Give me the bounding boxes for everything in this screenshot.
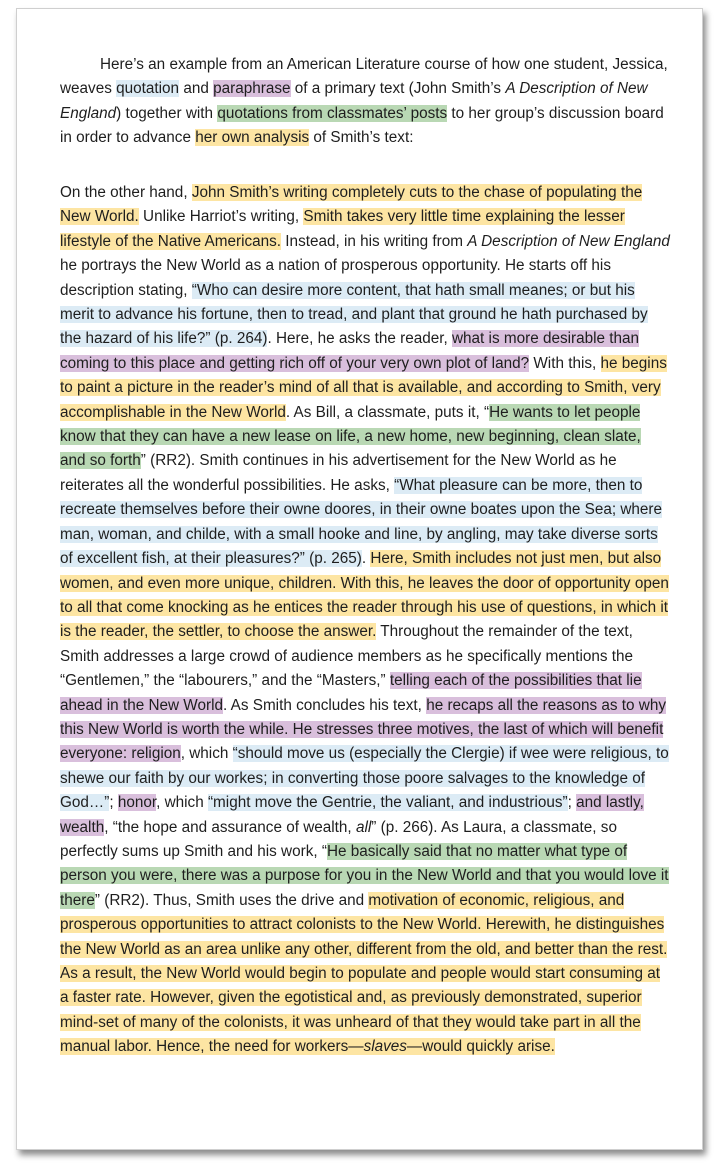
analysis-highlight: Smith takes very little time explaining the lesser lifestyle of the Native Americans.: [60, 208, 625, 250]
intro-text: Here’s an example from an American Literature course of how one student, Jessica, weaves: [60, 56, 668, 98]
analysis-highlight: —would quickly arise.: [406, 1038, 555, 1056]
essay-text: . As Smith concludes his text,: [222, 696, 427, 714]
document-page: [16, 8, 703, 1150]
classmate-quote-highlight: He basically said that no matter what type of person you were, there was a purpose for you in the New World and that you would love it there: [60, 842, 669, 909]
italic-word: slaves: [363, 1038, 407, 1056]
essay-text: , which: [180, 745, 233, 763]
essay-text: Unlike Harriot’s writing,: [138, 208, 304, 226]
key-own-analysis: her own analysis: [195, 129, 310, 147]
paraphrase-highlight: and lastly, wealth: [60, 794, 644, 836]
essay-text: , which: [156, 794, 208, 812]
book-title: A Description of New England: [60, 80, 648, 122]
paraphrase-highlight: what is more desirable than coming to this place and getting rich off of your very own plot of land?: [60, 330, 640, 372]
analysis-highlight: Here, Smith includes not just men, but also women, and even more unique, children. With this, he leaves the door of opportunity open to all that come knocking as he entices the reader through his use of questions, in which it is the reader, the settler, to choose the answer.: [60, 550, 669, 641]
intro-text: and: [179, 80, 214, 98]
book-title: A Description of New England: [467, 232, 670, 250]
italic-word: all: [355, 818, 372, 836]
essay-text: . Here, he asks the reader,: [267, 330, 452, 348]
essay-text: he portrays the New World as a nation of prosperous opportunity. He starts off his description stating,: [60, 257, 611, 299]
essay-text: ;: [567, 794, 577, 812]
key-paraphrase: paraphrase: [213, 80, 291, 98]
essay-text: ” (RR2). Thus, Smith uses the drive and: [94, 891, 369, 909]
essay-text: ;: [109, 794, 118, 812]
essay-text: . As Bill, a classmate, puts it, “: [285, 403, 490, 421]
essay-text: ” (p. 266). As Laura, a classmate, so perfectly sums up Smith and his work, “: [60, 818, 617, 860]
analysis-highlight: John Smith’s writing completely cuts to the chase of populating the New World.: [60, 184, 643, 226]
essay-text: ” (RR2). Smith continues in his advertisement for the New World as he reiterates all the wonderful possibilities. He asks,: [60, 452, 617, 494]
intro-text: of Smith’s text:: [309, 129, 414, 147]
analysis-highlight: he begins to paint a picture in the reader’s mind of all that is available, and according to Smith, very accomplishable in the New World: [60, 354, 667, 421]
essay-text: Throughout the remainder of the text, Smith addresses a large crowd of audience members as he specifically mentions the “Gentlemen,” the “labourers,” and the “Masters,”: [60, 623, 634, 690]
intro-text: ) together with: [116, 104, 218, 122]
analysis-highlight: motivation of economic, religious, and prosperous opportunities to attract colonists to the New World. Herewith, he distinguishes the New World as an area unlike any other, different from the old, and better than the rest. As a result, the New World would begin to populate and people would start consuming at a faster rate. However, given the egotistical and, as previously demonstrated, superior mind-set of many of the colonists, it was unheard of that they would take part in all the manual labor. Hence, the need for workers—: [60, 891, 668, 1056]
paraphrase-highlight: telling each of the possibilities that lie ahead in the New World: [60, 672, 642, 714]
quotation-highlight: “should move us (especially the Clergie) if wee were religious, to shewe our faith by our workes; in converting those poore salvages to the knowledge of God…”: [60, 745, 669, 812]
quotation-highlight: “Who can desire more content, that hath small meanes; or but his merit to advance his fortune, then to tread, and plant that ground he hath purchased by the hazard of his life?” (p. 264): [60, 281, 648, 348]
key-classmate-quotations: quotations from classmates’ posts: [217, 104, 448, 122]
intro-paragraph: [60, 53, 670, 151]
essay-text: .: [361, 550, 371, 568]
paraphrase-highlight: he recaps all the reasons as to why this New World is worth the while. He stresses three motives, the last of which will benefit everyone: religion: [60, 696, 666, 763]
quotation-highlight: “What pleasure can be more, then to recreate themselves before their owne doores, in their owne boates upon the Sea; where man, woman, and childe, with a small hooke and line, by angling, may take diverse sorts of excellent fish, at their pleasures?” (p. 265): [60, 476, 663, 568]
intro-text: of a primary text (John Smith’s: [290, 80, 506, 98]
quotation-highlight: “might move the Gentrie, the valiant, and industrious”: [207, 794, 568, 812]
key-quotation: quotation: [116, 80, 180, 98]
essay-text: , “the hope and assurance of wealth,: [104, 818, 356, 836]
paraphrase-highlight: honor: [117, 794, 157, 812]
intro-text: to her group’s discussion board in order to advance: [60, 104, 664, 147]
essay-text: Instead, in his writing from: [281, 232, 468, 250]
essay-text: On the other hand,: [60, 184, 192, 201]
essay-text: With this,: [529, 354, 601, 372]
essay-paragraph: [60, 181, 670, 1060]
classmate-quote-highlight: He wants to let people know that they can have a new lease on life, a new home, new beginning, clean slate, and so forth: [60, 403, 641, 470]
